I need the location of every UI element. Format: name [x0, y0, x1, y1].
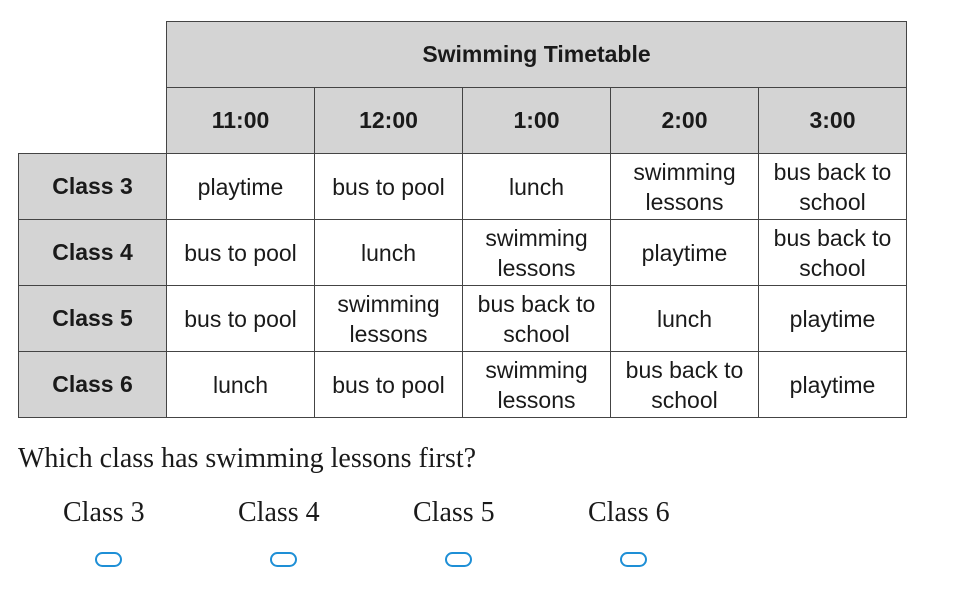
- corner-blank: [19, 22, 167, 88]
- table-row: [19, 352, 907, 418]
- answer-options: [63, 495, 763, 567]
- activity-cell: lunch: [315, 220, 463, 286]
- activity-cell: playtime: [167, 154, 315, 220]
- time-header: 1:00: [463, 88, 611, 154]
- table-row: [19, 286, 907, 352]
- activity-cell: playtime: [759, 352, 907, 418]
- radio-button[interactable]: [270, 552, 297, 567]
- activity-cell: swimming lessons: [463, 352, 611, 418]
- question-text: Which class has swimming lessons first?: [18, 443, 477, 474]
- activity-cell: bus to pool: [167, 286, 315, 352]
- answer-option-class-3[interactable]: [63, 495, 238, 567]
- activity-cell: bus to pool: [167, 220, 315, 286]
- activity-cell: lunch: [167, 352, 315, 418]
- time-header: 12:00: [315, 88, 463, 154]
- activity-cell: swimming lessons: [611, 154, 759, 220]
- time-header: 2:00: [611, 88, 759, 154]
- radio-button[interactable]: [445, 552, 472, 567]
- activity-cell: bus back to school: [759, 154, 907, 220]
- class-header: Class 5: [19, 286, 167, 352]
- option-label: Class 3: [63, 497, 145, 528]
- activity-cell: bus back to school: [611, 352, 759, 418]
- class-header: Class 3: [19, 154, 167, 220]
- table-row: [19, 154, 907, 220]
- option-label: Class 5: [413, 497, 495, 528]
- activity-cell: bus back to school: [759, 220, 907, 286]
- activity-cell: bus to pool: [315, 154, 463, 220]
- table-row: [19, 220, 907, 286]
- activity-cell: bus to pool: [315, 352, 463, 418]
- class-header: Class 6: [19, 352, 167, 418]
- radio-button[interactable]: [95, 552, 122, 567]
- activity-cell: bus back to school: [463, 286, 611, 352]
- time-header: 11:00: [167, 88, 315, 154]
- answer-option-class-5[interactable]: [413, 495, 588, 567]
- answer-option-class-4[interactable]: [238, 495, 413, 567]
- activity-cell: lunch: [463, 154, 611, 220]
- activity-cell: swimming lessons: [463, 220, 611, 286]
- class-header: Class 4: [19, 220, 167, 286]
- option-label: Class 4: [238, 497, 320, 528]
- activity-cell: swimming lessons: [315, 286, 463, 352]
- radio-button[interactable]: [620, 552, 647, 567]
- answer-option-class-6[interactable]: [588, 495, 763, 567]
- time-header: 3:00: [759, 88, 907, 154]
- swimming-timetable: [18, 21, 907, 418]
- activity-cell: lunch: [611, 286, 759, 352]
- option-label: Class 6: [588, 497, 670, 528]
- corner-blank: [19, 88, 167, 154]
- table-title: Swimming Timetable: [167, 22, 907, 88]
- activity-cell: playtime: [611, 220, 759, 286]
- activity-cell: playtime: [759, 286, 907, 352]
